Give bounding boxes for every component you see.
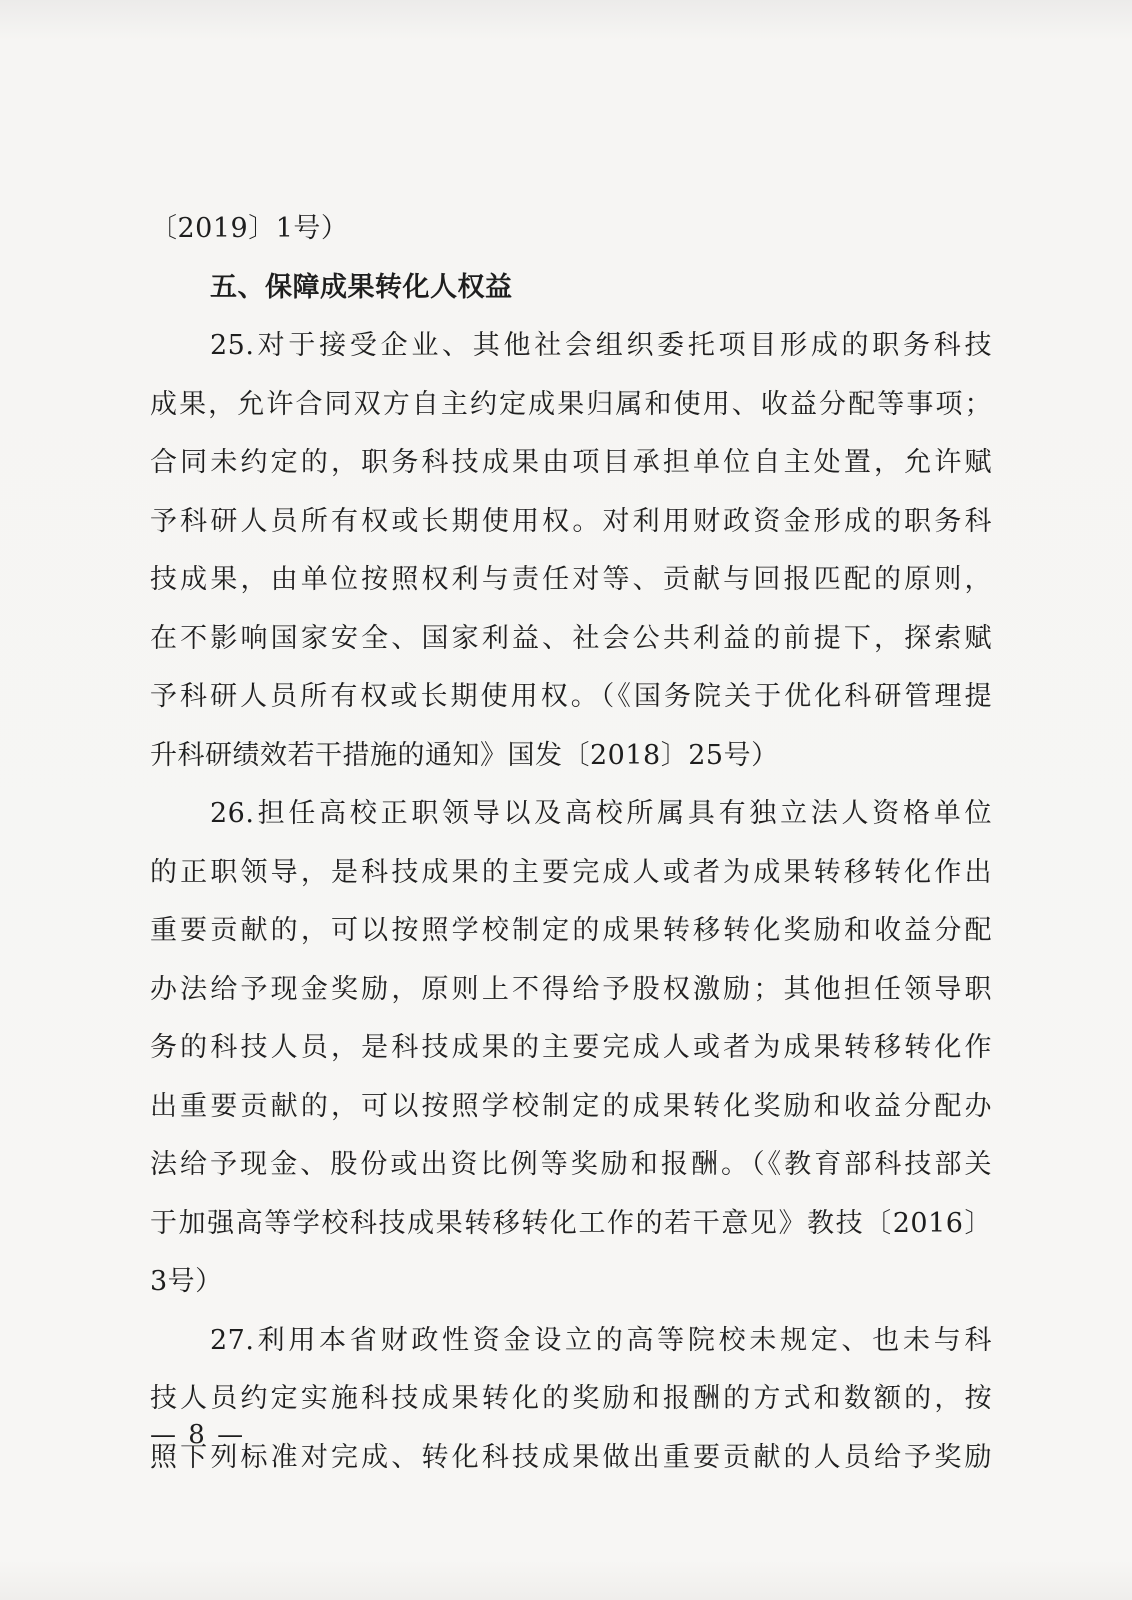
text-line: 技成果，由单位按照权利与责任对等、贡献与回报匹配的原则， [150, 564, 992, 595]
text-line: 27.利用本省财政性资金设立的高等院校未规定、也未与科 [210, 1324, 992, 1356]
text-line: 出重要贡献的，可以按照学校制定的成果转化奖励和收益分配办 [150, 1090, 992, 1122]
text-line: 务的科技人员，是科技成果的主要完成人或者为成果转移转化作 [150, 1032, 992, 1063]
text-line: 予科研人员所有权或长期使用权。对利用财政资金形成的职务科 [150, 505, 992, 537]
text-line: 办法给予现金奖励，原则上不得给予股权激励；其他担任领导职 [150, 973, 992, 1005]
text-line: 升科研绩效若干措施的通知》国发〔2018〕25号） [150, 739, 779, 771]
text-line: 重要贡献的，可以按照学校制定的成果转移转化奖励和收益分配 [150, 915, 992, 946]
page-number: — 8 — [150, 1420, 246, 1450]
text-line: 照下列标准对完成、转化科技成果做出重要贡献的人员给予奖励 [150, 1441, 992, 1473]
section-heading: 五、保障成果转化人权益 [210, 271, 513, 303]
text-line: 于加强高等学校科技成果转移转化工作的若干意见》教技〔2016〕 [150, 1207, 992, 1239]
text-line: 法给予现金、股份或出资比例等奖励和报酬。（《教育部科技部关 [150, 1149, 992, 1180]
text-line: 26.担任高校正职领导以及高校所属具有独立法人资格单位 [210, 798, 992, 829]
text-line: 的正职领导，是科技成果的主要完成人或者为成果转移转化作出 [150, 856, 992, 888]
text-line: 25.对于接受企业、其他社会组织委托项目形成的职务科技 [210, 330, 992, 361]
text-line: 合同未约定的，职务科技成果由项目承担单位自主处置，允许赋 [150, 447, 992, 478]
text-line: 予科研人员所有权或长期使用权。（《国务院关于优化科研管理提 [150, 681, 992, 712]
text-line: 〔2019〕1号） [150, 213, 349, 244]
text-line: 技人员约定实施科技成果转化的奖励和报酬的方式和数额的，按 [150, 1383, 992, 1414]
text-line: 在不影响国家安全、国家利益、社会公共利益的前提下，探索赋 [150, 622, 992, 654]
document-body [150, 200, 992, 1487]
text-line: 成果，允许合同双方自主约定成果归属和使用、收益分配等事项； [150, 388, 992, 420]
text-line: 3号） [150, 1266, 223, 1297]
